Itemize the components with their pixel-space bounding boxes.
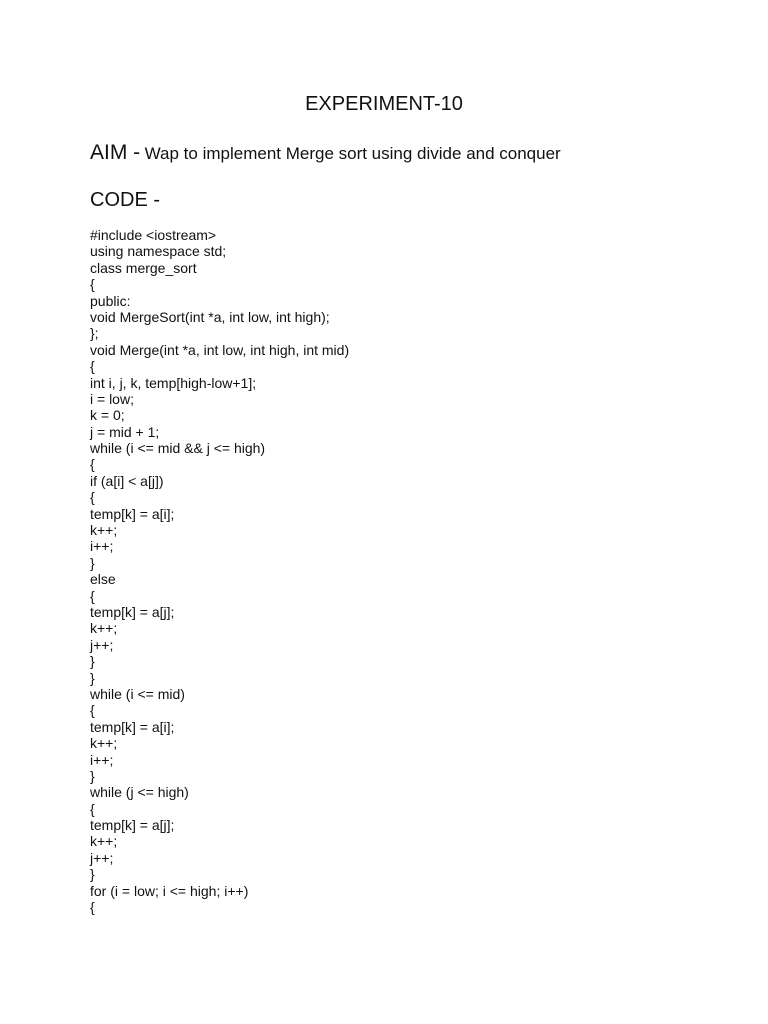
code-line: while (i <= mid) xyxy=(90,685,185,702)
code-line: temp[k] = a[i]; xyxy=(90,718,175,735)
code-line: #include <iostream> xyxy=(90,227,217,243)
code-line: } xyxy=(90,554,95,571)
code-line: void MergeSort(int *a, int low, int high); xyxy=(90,308,330,325)
code-line: { xyxy=(90,358,95,375)
code-line: for (i = low; i <= high; i++) xyxy=(90,882,249,899)
code-line: temp[k] = a[j]; xyxy=(90,603,175,620)
code-line: } xyxy=(90,653,95,670)
code-line: { xyxy=(90,587,95,604)
code-line: void Merge(int *a, int low, int high, int mid) xyxy=(90,341,350,358)
code-line: i++; xyxy=(90,751,114,768)
code-line: k++; xyxy=(90,833,118,850)
code-line: k++; xyxy=(90,620,118,637)
code-line: while (i <= mid && j <= high) xyxy=(90,440,266,457)
code-line: j++; xyxy=(90,849,114,866)
code-line: { xyxy=(90,276,95,293)
code-line: else xyxy=(90,571,116,588)
aim-statement xyxy=(90,140,561,167)
code-line: } xyxy=(90,767,95,784)
code-line: { xyxy=(90,456,95,473)
code-line: class merge_sort xyxy=(90,259,197,276)
code-line: temp[k] = a[j]; xyxy=(90,817,175,834)
code-line: using namespace std; xyxy=(90,243,227,260)
code-line: { xyxy=(90,489,95,506)
code-line: k++; xyxy=(90,522,118,539)
code-line: }; xyxy=(90,325,99,342)
page-title: EXPERIMENT-10 xyxy=(305,93,463,115)
code-line: { xyxy=(90,899,95,916)
code-line: } xyxy=(90,866,95,883)
code-line: k = 0; xyxy=(90,407,125,424)
code-line: public: xyxy=(90,292,131,309)
code-block xyxy=(90,227,349,915)
code-line: if (a[i] < a[j]) xyxy=(90,472,164,489)
code-line: j++; xyxy=(90,636,114,653)
code-line: int i, j, k, temp[high-low+1]; xyxy=(90,374,257,391)
code-line: } xyxy=(90,669,95,686)
code-line: k++; xyxy=(90,735,118,752)
aim-text: Wap to implement Merge sort using divide and conquer xyxy=(144,144,561,163)
code-heading: CODE - xyxy=(90,189,160,211)
code-line: i++; xyxy=(90,538,114,555)
code-line: j = mid + 1; xyxy=(90,423,160,440)
code-line: temp[k] = a[i]; xyxy=(90,505,175,522)
code-line: { xyxy=(90,800,95,817)
code-line: i = low; xyxy=(90,390,134,407)
aim-label: AIM - xyxy=(90,141,141,164)
code-line: { xyxy=(90,702,95,719)
code-line: while (j <= high) xyxy=(90,784,189,801)
